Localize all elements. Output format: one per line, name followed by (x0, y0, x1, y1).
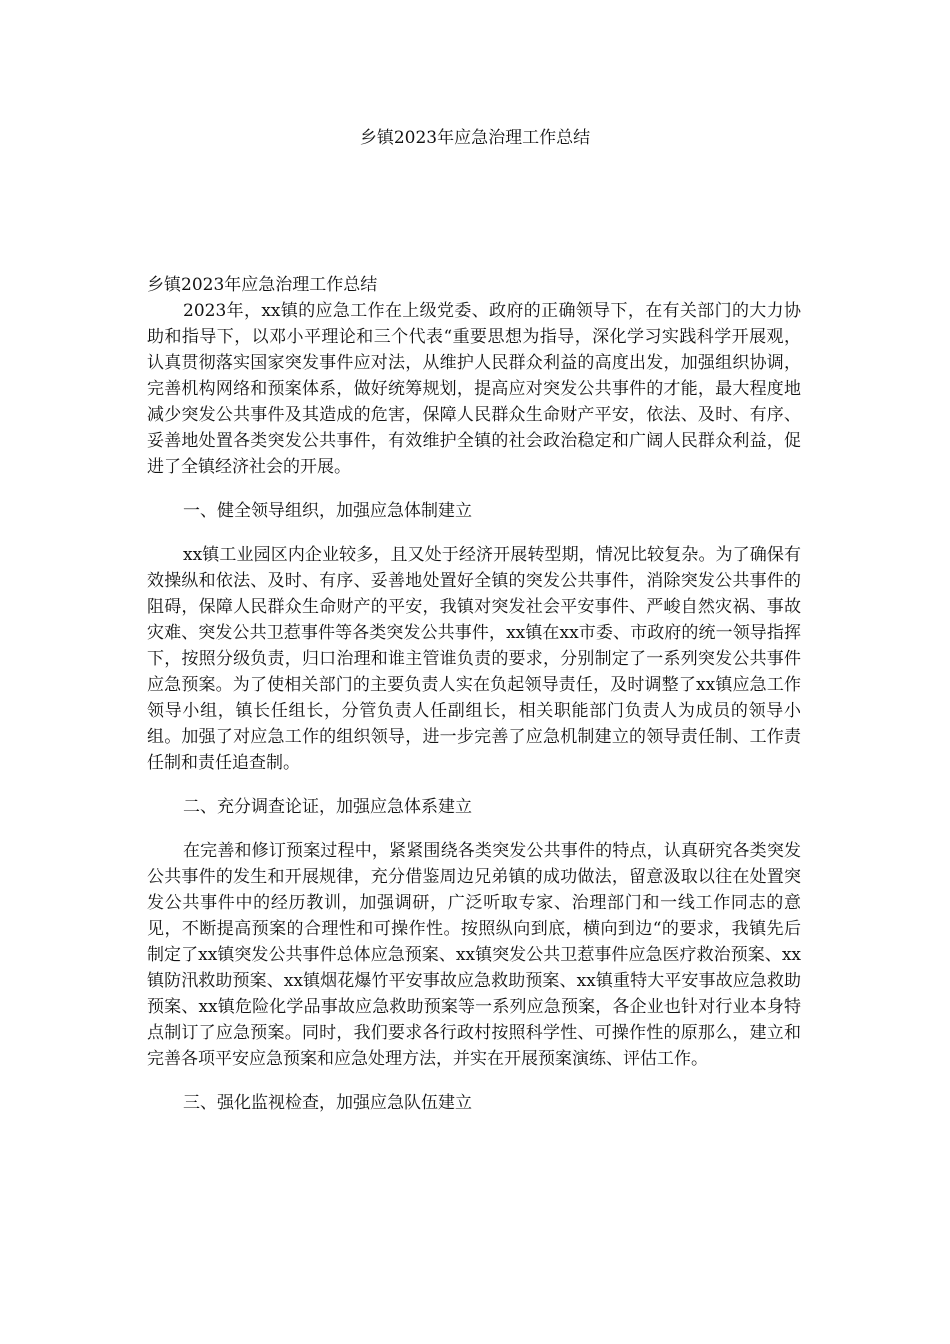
intro-paragraph: 2023年，xx镇的应急工作在上级党委、政府的正确领导下，在有关部门的大力协助和指导下，以邓小平理论和三个代表“重要思想为指导，深化学习实践科学开展观，认真贯彻落实国家突发事件应对法，从维护人民群众利益的高度出发，加强组织协调，完善机构网络和预案体系，做好统筹规划，提高应对突发公共事件的才能，最大程度地减少突发公共事件及其造成的危害，保障人民群众生命财产平安，依法、及时、有序、妥善地处置各类突发公共事件，有效维护全镇的社会政治稳定和广阔人民群众利益，促进了全镇经济社会的开展。 (147, 301, 801, 477)
section-heading: 一、健全领导组织，加强应急体制建立 (183, 501, 472, 521)
spacer (147, 820, 801, 838)
spacer (147, 776, 801, 794)
document-body (147, 272, 801, 1116)
section-heading: 二、充分调查论证，加强应急体系建立 (183, 797, 472, 817)
spacer (147, 524, 801, 542)
sub-title: 乡镇2023年应急治理工作总结 (147, 275, 378, 295)
spacer (147, 480, 801, 498)
page-title: 乡镇2023年应急治理工作总结 (359, 128, 591, 148)
section-heading: 三、强化监视检查，加强应急队伍建立 (183, 1093, 472, 1113)
spacer (147, 1072, 801, 1090)
section-body: xx镇工业园区内企业较多，且又处于经济开展转型期，情况比较复杂。为了确保有效操纵和依法、及时、有序、妥善地处置好全镇的突发公共事件，消除突发公共事件的阻碍，保障人民群众生命财产的平安，我镇对突发社会平安事件、严峻自然灾祸、事故灾难、突发公共卫惹事件等各类突发公共事件，xx镇在xx市委、市政府的统一领导指挥下，按照分级负责，归口治理和谁主管谁负责的要求，分别制定了一系列突发公共事件应急预案。为了使相关部门的主要负责人实在负起领导责任，及时调整了xx镇应急工作领导小组，镇长任组长，分管负责人任副组长，相关职能部门负责人为成员的领导小组。加强了对应急工作的组织领导，进一步完善了应急机制建立的领导责任制、工作责任制和责任追查制。 (147, 545, 801, 773)
section-body: 在完善和修订预案过程中，紧紧围绕各类突发公共事件的特点，认真研究各类突发公共事件的发生和开展规律，充分借鉴周边兄弟镇的成功做法，留意汲取以往在处置突发公共事件中的经历教训，加强调研，广泛听取专家、治理部门和一线工作同志的意见，不断提高预案的合理性和可操作性。按照纵向到底，横向到边“的要求，我镇先后制定了xx镇突发公共事件总体应急预案、xx镇突发公共卫惹事件应急医疗救治预案、xx镇防汛救助预案、xx镇烟花爆竹平安事故应急救助预案、xx镇重特大平安事故应急救助预案、xx镇危险化学品事故应急救助预案等一系列应急预案，各企业也针对行业本身特点制订了应急预案。同时，我们要求各行政村按照科学性、可操作性的原那么，建立和完善各项平安应急预案和应急处理方法，并实在开展预案演练、评估工作。 (147, 841, 801, 1069)
